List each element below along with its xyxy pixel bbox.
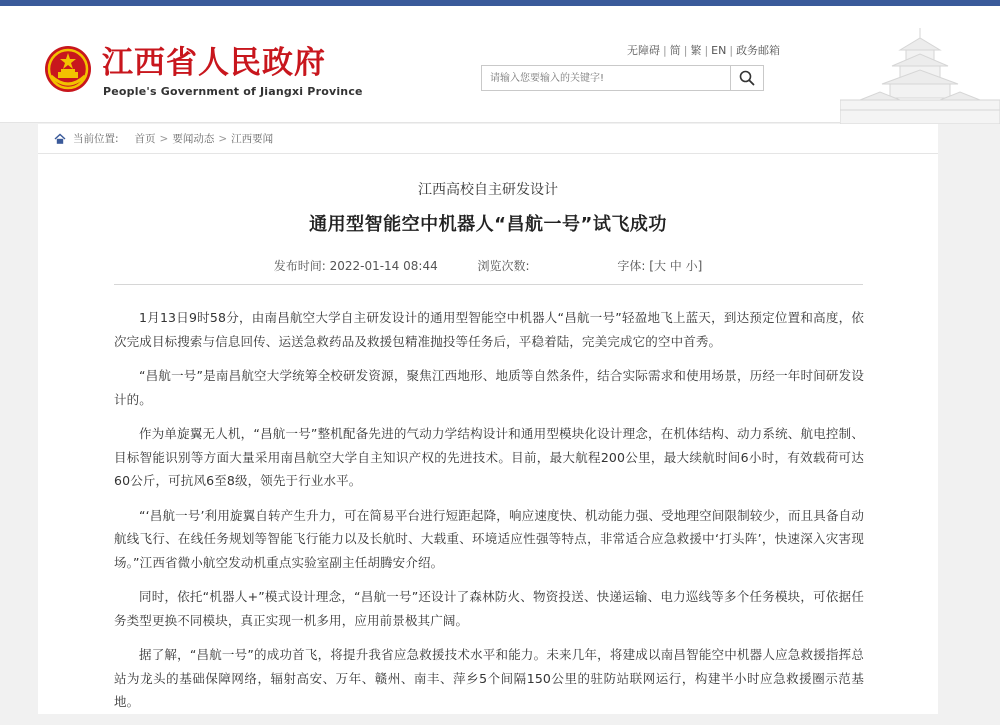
content-panel [38,124,938,714]
article-paragraph: 据了解，“昌航一号”的成功首飞，将提升我省应急救援技术水平和能力。未来几年，将建成以南昌智能空中机器人应急救援指挥总站为龙头的基础保障网络，辐射高安、万年、赣州、南丰、萍乡5个间隔150公里的驻防站联网运行，构建半小时应急救援圈示范基地。 [114,647,864,709]
search-box [481,65,764,91]
breadcrumb-jiangxi-news[interactable]: 江西要闻 [231,133,274,145]
article-paragraph: “‘昌航一号’利用旋翼自转产生升力，可在简易平台进行短距起降，响应速度快、机动能力强、受地理空间限制较少，而且具备自动航线飞行、在线任务规划等智能飞行能力以及长航时、大载重、环境适应性强等特点，非常适合应急救援中‘打头阵’，快速深入灾害现场。”江西省微小航空发动机重点实验室副主任胡腾安介绍。 [114,507,864,570]
search-icon [739,70,755,86]
article-title: 通用型智能空中机器人“昌航一号”试飞成功 [309,214,667,235]
article-source: 江西高校自主研发设计 [418,182,558,198]
simplified-chinese-link[interactable]: 简 [669,44,681,57]
meta-divider [114,284,863,285]
breadcrumb-divider [38,153,938,154]
article-meta [38,257,938,274]
article-body [114,306,864,725]
top-links: 无障碍 | 简 | 繁 | EN | 政务邮箱 [627,44,781,57]
site-header [0,6,1000,123]
article-paragraph: “昌航一号”是南昌航空大学统筹全校研发资源，聚焦江西地形、地质等自然条件，结合实际需求和使用场景，历经一年时间研发设计的。 [114,368,864,407]
search-input[interactable] [482,66,728,90]
article-paragraph: 作为单旋翼无人机，“昌航一号”整机配备先进的气动力学结构设计和通用型模块化设计理念，在机体结构、动力系统、航电控制、目标智能识别等方面大量采用南昌航空大学自主知识产权的先进技术。目前，最大航程200公里，最大续航时间6小时，有效载荷可达60公斤，可抗风6至8级，领先于行业水平。 [114,426,864,488]
views-label: 浏览次数: [477,259,530,273]
font-size-label: 字体: [617,259,646,273]
home-icon [54,133,66,145]
breadcrumb: 当前位置: 首页 > 要闻动态 > 江西要闻 [54,131,273,146]
accessibility-link[interactable]: 无障碍 [627,44,660,57]
search-button[interactable] [730,66,763,90]
breadcrumb-label: 当前位置: [73,133,119,145]
article-paragraph: 1月13日9时58分，由南昌航空大学自主研发设计的通用型智能空中机器人“昌航一号”轻盈地飞上蓝天，到达预定位置和高度，依次完成目标搜索与信息回传、运送急救药品及救援包精准抛投等任务后，平稳着陆，完美完成它的空中首秀。 [114,310,864,349]
site-title[interactable]: 江西省人民政府 [102,45,326,81]
traditional-chinese-link[interactable]: 繁 [690,44,702,57]
publish-time: 2022-01-14 08:44 [329,259,438,273]
site-subtitle: People's Government of Jiangxi Province [103,85,363,98]
article-paragraph: 同时，依托“机器人+”模式设计理念，“昌航一号”还设计了森林防火、物资投送、快递运输、电力巡线等多个任务模块，可依据任务类型更换不同模块，真正实现一机多用，应用前景极其广阔。 [114,589,864,628]
english-link[interactable]: EN [711,44,727,57]
gov-mail-link[interactable]: 政务邮箱 [736,44,781,57]
tengwang-pavilion-illustration [840,20,1000,124]
breadcrumb-home[interactable]: 首页 [134,133,156,145]
publish-label: 发布时间: [273,259,326,273]
font-size-options[interactable]: [大 中 小] [649,259,703,273]
breadcrumb-news[interactable]: 要闻动态 [172,133,215,145]
national-emblem-icon[interactable] [43,44,93,94]
